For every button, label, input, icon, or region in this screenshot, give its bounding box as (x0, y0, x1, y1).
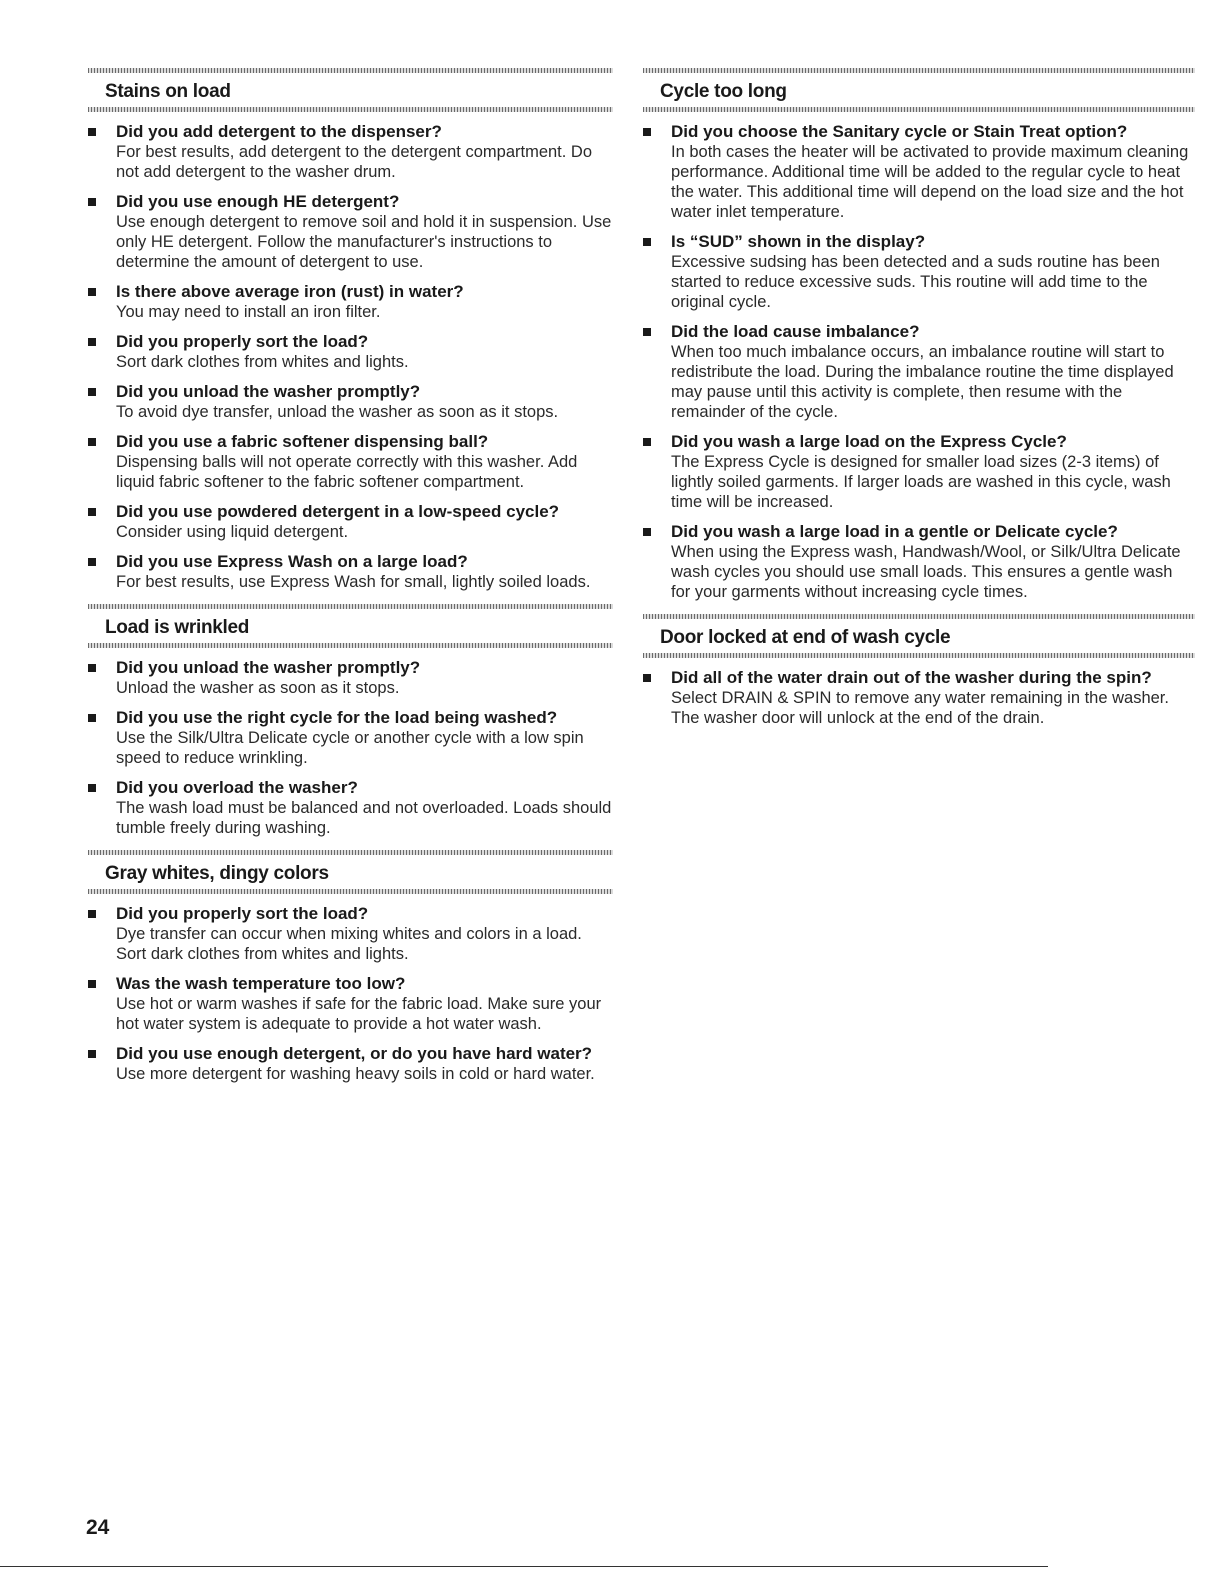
item-question: Did you properly sort the load? (116, 904, 369, 923)
section-rule-bottom (643, 107, 1195, 112)
list-item (88, 282, 613, 322)
section-load-is-wrinkled (88, 604, 613, 838)
list-item (88, 502, 613, 542)
item-answer: Excessive sudsing has been detected and a suds routine has been started to reduce excessive suds. This routine will add time to the original cycle. (671, 253, 1160, 311)
item-answer: Unload the washer as soon as it stops. (116, 679, 400, 697)
item-answer: Dye transfer can occur when mixing whites and colors in a load. Sort dark clothes from whites and lights. (116, 925, 582, 963)
list-item (88, 974, 613, 1034)
item-answer: For best results, add detergent to the detergent compartment. Do not add detergent to the washer drum. (116, 143, 593, 181)
square-bullet-icon (88, 784, 96, 792)
list-item (88, 552, 613, 592)
right-column (643, 68, 1195, 740)
item-answer: Sort dark clothes from whites and lights. (116, 353, 409, 371)
list-item (88, 1044, 613, 1084)
section-header (88, 68, 613, 112)
item-question: Did you wash a large load on the Express Cycle? (671, 432, 1067, 451)
list-item (643, 668, 1195, 728)
section-header (643, 68, 1195, 112)
list-item (88, 658, 613, 698)
item-question: Did you add detergent to the dispenser? (116, 122, 442, 141)
item-question: Did you overload the washer? (116, 778, 358, 797)
section-header (88, 850, 613, 894)
square-bullet-icon (88, 388, 96, 396)
item-question: Did you use enough detergent, or do you have hard water? (116, 1044, 593, 1063)
page-bottom-rule (0, 1566, 1048, 1567)
item-answer: Dispensing balls will not operate correctly with this washer. Add liquid fabric softener to the fabric softener compartment. (116, 453, 578, 491)
square-bullet-icon (88, 714, 96, 722)
section-gray-whites (88, 850, 613, 1084)
list-item (88, 382, 613, 422)
square-bullet-icon (643, 528, 651, 536)
item-question: Did all of the water drain out of the washer during the spin? (671, 668, 1152, 687)
item-answer: Select DRAIN & SPIN to remove any water remaining in the washer. The washer door will unlock at the end of the drain. (671, 689, 1169, 727)
square-bullet-icon (643, 438, 651, 446)
list-item (88, 332, 613, 372)
square-bullet-icon (88, 198, 96, 206)
item-answer: In both cases the heater will be activated to provide maximum cleaning performance. Additional time will be added to the regular cycle to heat the water. This additional time will depend on the load size and the hot water inlet temperature. (671, 143, 1189, 221)
item-question: Did you use Express Wash on a large load? (116, 552, 468, 571)
square-bullet-icon (643, 674, 651, 682)
item-question: Is there above average iron (rust) in water? (116, 282, 464, 301)
square-bullet-icon (88, 438, 96, 446)
square-bullet-icon (88, 288, 96, 296)
item-question: Did you use enough HE detergent? (116, 192, 400, 211)
section-cycle-too-long (643, 68, 1195, 602)
list-item (643, 522, 1195, 602)
item-list (643, 668, 1195, 728)
section-title: Door locked at end of wash cycle (660, 627, 951, 648)
item-question: Was the wash temperature too low? (116, 974, 406, 993)
page-number: 24 (86, 1516, 110, 1539)
item-question: Did you wash a large load in a gentle or Delicate cycle? (671, 522, 1118, 541)
item-answer: Use more detergent for washing heavy soils in cold or hard water. (116, 1065, 595, 1083)
square-bullet-icon (88, 980, 96, 988)
list-item (643, 432, 1195, 512)
left-column (88, 68, 613, 1096)
item-question: Did you use the right cycle for the load being washed? (116, 708, 558, 727)
item-list (88, 904, 613, 1084)
item-answer: Use the Silk/Ultra Delicate cycle or another cycle with a low spin speed to reduce wrinkling. (116, 729, 584, 767)
list-item (88, 778, 613, 838)
square-bullet-icon (88, 664, 96, 672)
item-answer: Use enough detergent to remove soil and hold it in suspension. Use only HE detergent. Follow the manufacturer's instructions to determine the amount of detergent to use. (116, 213, 612, 271)
section-rule-bottom (643, 653, 1195, 658)
item-answer: You may need to install an iron filter. (116, 303, 381, 321)
square-bullet-icon (88, 558, 96, 566)
square-bullet-icon (88, 128, 96, 136)
square-bullet-icon (643, 328, 651, 336)
item-question: Did you unload the washer promptly? (116, 382, 421, 401)
item-question: Did you use a fabric softener dispensing ball? (116, 432, 489, 451)
item-question: Did you unload the washer promptly? (116, 658, 421, 677)
item-answer: Consider using liquid detergent. (116, 523, 349, 541)
section-rule-bottom (88, 643, 613, 648)
list-item (88, 122, 613, 182)
square-bullet-icon (643, 238, 651, 246)
section-title: Load is wrinkled (105, 617, 250, 638)
item-question: Did you choose the Sanitary cycle or Stain Treat option? (671, 122, 1128, 141)
section-header (643, 614, 1195, 658)
item-list (643, 122, 1195, 602)
section-door-locked (643, 614, 1195, 728)
section-header (88, 604, 613, 648)
item-answer: When too much imbalance occurs, an imbalance routine will start to redistribute the load. During the imbalance routine the time displayed may pause until this activity is complete, then resume with the remainder of the cycle. (671, 343, 1174, 421)
list-item (643, 322, 1195, 422)
item-answer: The Express Cycle is designed for smaller load sizes (2-3 items) of lightly soiled garments. If larger loads are washed in this cycle, wash time will be increased. (671, 453, 1171, 511)
item-answer: The wash load must be balanced and not overloaded. Loads should tumble freely during washing. (116, 799, 612, 837)
square-bullet-icon (88, 508, 96, 516)
item-answer: When using the Express wash, Handwash/Wool, or Silk/Ultra Delicate wash cycles you should use small loads. This ensures a gentle wash for your garments without increasing cycle times. (671, 543, 1181, 601)
section-stains-on-load (88, 68, 613, 592)
list-item (643, 122, 1195, 222)
section-title: Stains on load (105, 81, 231, 102)
section-rule-bottom (88, 889, 613, 894)
item-list (88, 658, 613, 838)
section-title: Gray whites, dingy colors (105, 863, 329, 884)
item-question: Did the load cause imbalance? (671, 322, 920, 341)
item-answer: For best results, use Express Wash for small, lightly soiled loads. (116, 573, 591, 591)
list-item (643, 232, 1195, 312)
list-item (88, 432, 613, 492)
section-title: Cycle too long (660, 81, 787, 102)
item-answer: To avoid dye transfer, unload the washer as soon as it stops. (116, 403, 559, 421)
list-item (88, 904, 613, 964)
section-rule-bottom (88, 107, 613, 112)
square-bullet-icon (88, 910, 96, 918)
item-question: Is “SUD” shown in the display? (671, 232, 926, 251)
square-bullet-icon (643, 128, 651, 136)
item-answer: Use hot or warm washes if safe for the fabric load. Make sure your hot water system is adequate to provide a hot water wash. (116, 995, 602, 1033)
item-question: Did you properly sort the load? (116, 332, 369, 351)
square-bullet-icon (88, 1050, 96, 1058)
square-bullet-icon (88, 338, 96, 346)
item-list (88, 122, 613, 592)
list-item (88, 192, 613, 272)
list-item (88, 708, 613, 768)
item-question: Did you use powdered detergent in a low-speed cycle? (116, 502, 560, 521)
